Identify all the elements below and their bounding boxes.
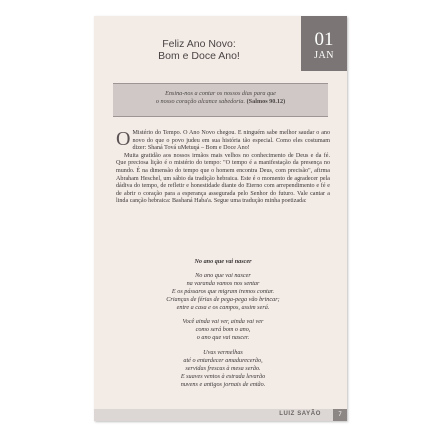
author-name: LUIZ SAYÃO [279,411,321,417]
poem-line: até o entardecer amadurecerão, [183,357,263,365]
poem-line: servidas frescas à mesa serão. [185,364,261,372]
page-number: 7 [333,409,347,421]
page-header [94,16,347,71]
poem-stanza-1 [116,272,330,312]
date-month: JAN [314,50,334,61]
poem-line: No ano que vai nascer [195,271,251,279]
poem [116,258,330,396]
title-line-1: Feliz Ano Novo: [162,38,236,50]
devotional-title [94,38,304,62]
poem-line: entre a casa e os campos, assim será. [176,303,270,311]
poem-stanza-3 [116,349,330,389]
date-day: 01 [314,29,334,50]
poem-line: o ano que vai nascer. [196,334,250,342]
poem-line: Uvas vermelhas [203,349,243,357]
book-page [94,16,347,421]
body-text [116,130,330,206]
poem-line: Crianças de férias de pega-pega vão brincar; [166,295,280,303]
poem-stanza-2 [116,318,330,342]
verse-line-1: Ensina-nos a contar os nossos dias para que [165,90,276,97]
poem-line: E os pássaros que migram iremos contar. [171,287,275,295]
page-footer [94,409,347,421]
drop-cap: O [116,128,131,150]
date-badge [301,16,347,71]
scripture-verse [113,83,328,117]
poem-line: Você ainda vai ver, ainda vai ver [182,318,264,326]
poem-line: E suaves ventos à estrada levarão [180,372,266,380]
paragraph-1 [116,130,330,153]
poem-line: nuvens e antigos jornais de então. [180,380,266,388]
poem-title: No ano que vai nascer [194,258,252,265]
title-line-2: Bom e Doce Ano! [158,50,240,62]
paragraph-2: Muita gratidão aos nossos irmãos mais velhos no conhecimento de Deus e da fé. Que preciosa lição é o mistério do tempo: "O tempo é a manifestação da presença no mundo. É na dimensão do tempo que o homem encontra Deus, com precisão", afirma Abraham Heschel, um sábio da tradição hebraica. Este é o momento de agradecer pela dádiva do tempo, de refletir e honestidade diante do Eterno com arrependimento e fé e de abrir o coração para a esperança assegurada pelo Senhor do futuro. Vale cantar a linda canção hebraica: Bashaná Haba'a. Segue uma tradução minha poetizada: [116,152,330,205]
poem-line: na varanda vamos nos sentar [186,279,260,287]
verse-reference: (Salmos 90.12) [246,98,286,105]
verse-line-2: o nosso coração alcance sabedoria. [155,98,246,105]
paragraph-1-text: Mistério do Tempo. O Ano Novo chegou. E ninguém sabe melhor saudar o ano novo do que o povo judeu em sua história tão especial. Como eles costumam dizer: Shaná Tová uMetuqá – Bom e Doce Ano! [132,130,330,152]
poem-line: como será bom o ano, [195,326,251,334]
